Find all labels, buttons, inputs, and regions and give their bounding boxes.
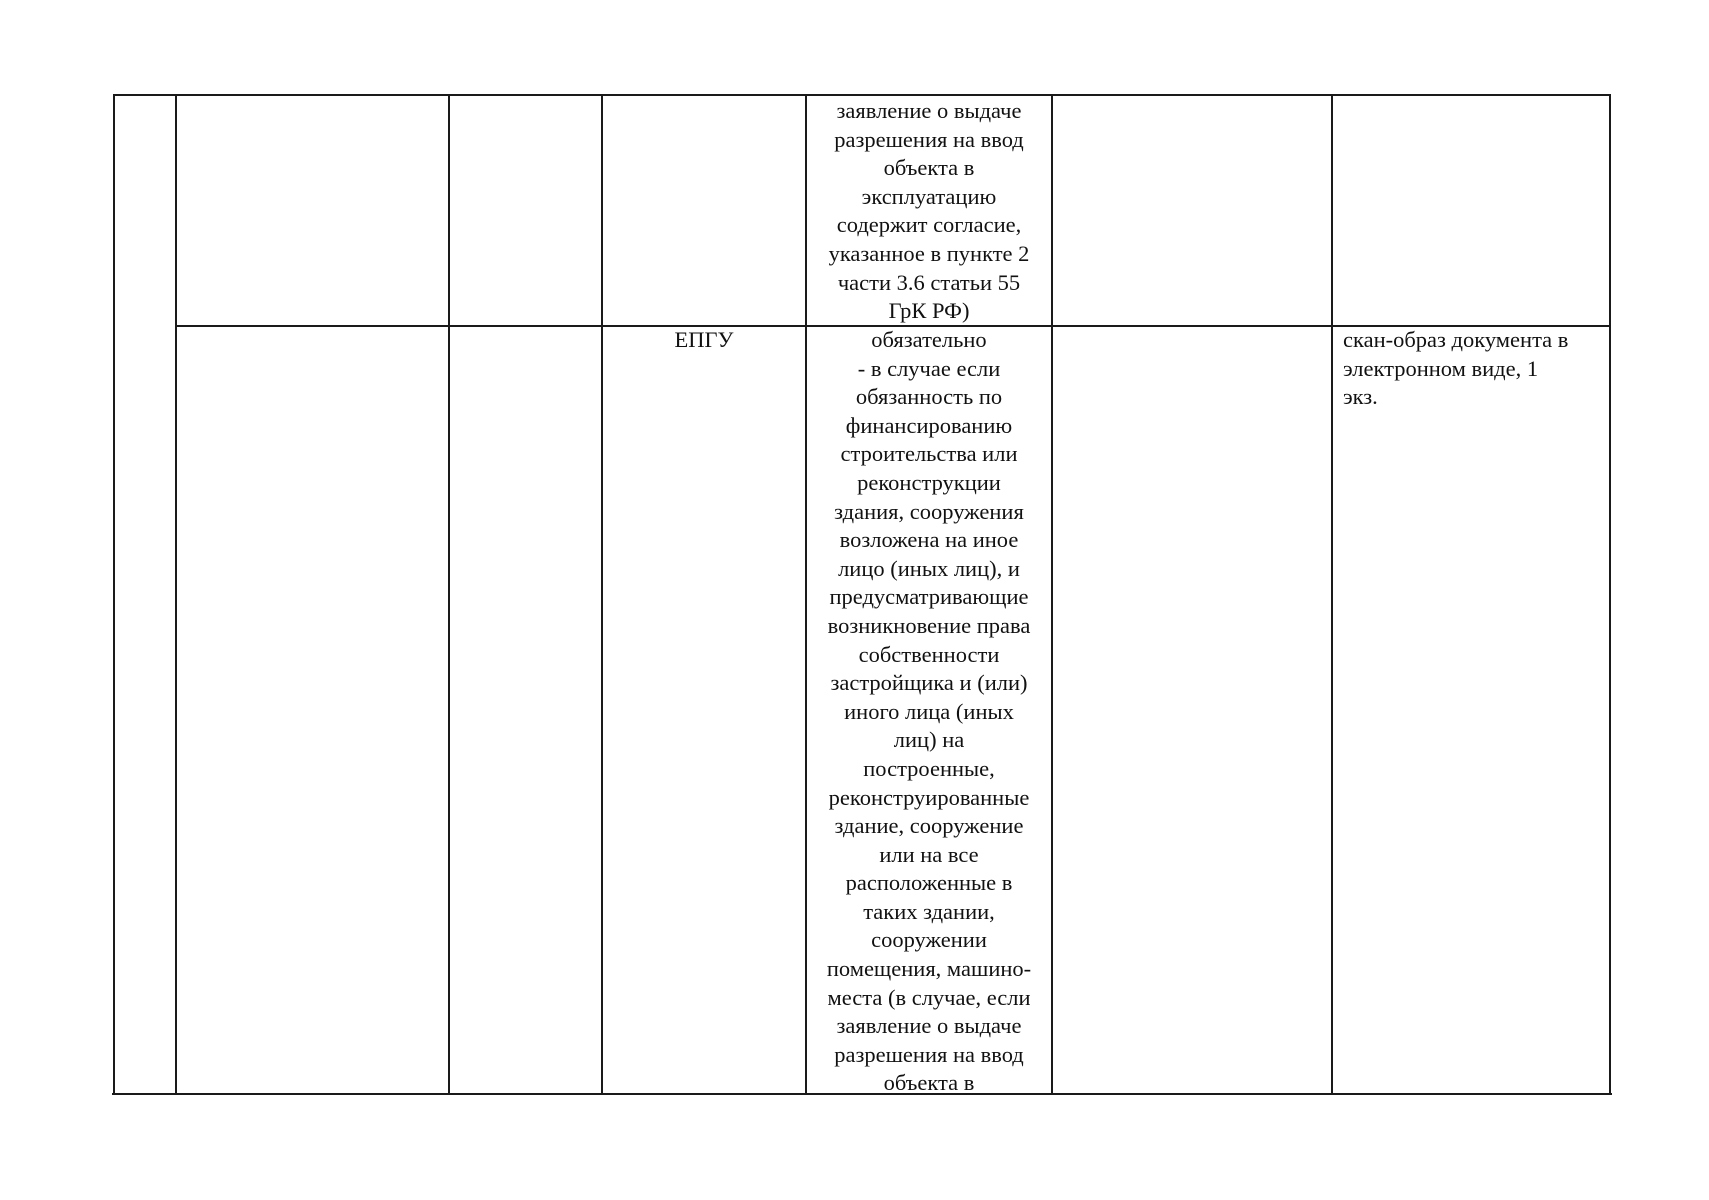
table-col-border-8 <box>1609 94 1611 1095</box>
table-col-border-2 <box>175 94 177 1095</box>
row2-col4-text: ЕПГУ <box>674 327 734 352</box>
row1-col5-text: заявление о выдаче разрешения на ввод объекта в эксплуатацию содержит согласие, указанное в пункте 2 части 3.6 статьи 55 ГрК РФ) <box>828 98 1030 324</box>
row2-col5-text: обязательно - в случае если обязанность по финансированию строительства или реконструкции здания, сооружения возложена на иное лицо (иных лиц), и предусматривающие возникновение права собственности застройщика и (или) иного лица (иных лиц) на построенные, реконструированные здание, сооружение или на все расположенные в таких здании, сооружении помещения, машино- места (в случае, если заявление о выдаче разрешения на ввод объекта в <box>826 327 1032 1096</box>
table-col-border-7 <box>1331 94 1333 1095</box>
table-col-border-1 <box>113 94 115 1095</box>
table-col-border-3 <box>448 94 450 1095</box>
table-col-border-4 <box>601 94 603 1095</box>
row2-col7-text: скан-образ документа в электронном виде, 1 экз. <box>1343 327 1569 410</box>
table-col-border-6 <box>1051 94 1053 1095</box>
table-top-border <box>114 94 1610 96</box>
